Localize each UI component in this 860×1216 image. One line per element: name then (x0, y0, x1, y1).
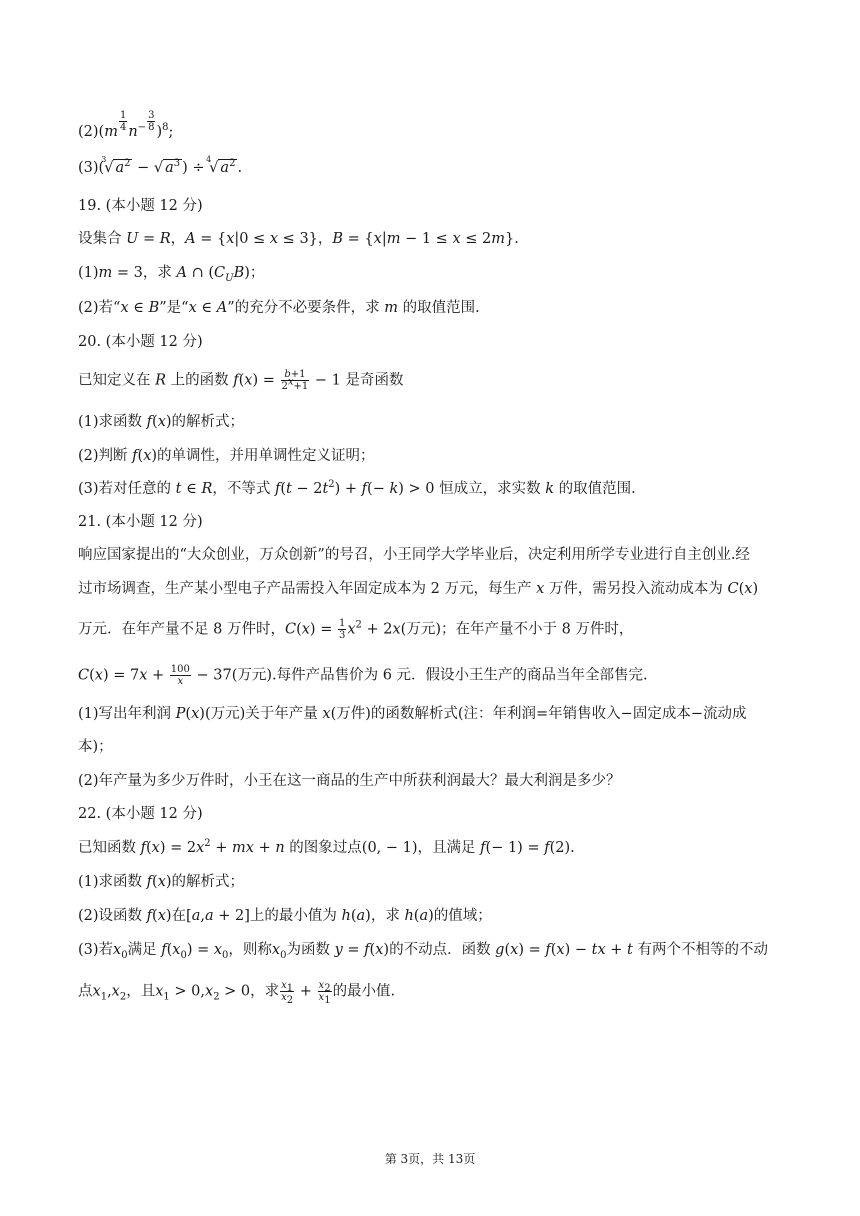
expr-2: (2)(m $^{\frac{1}{4}}$ $n^{- \frac{3}{8}}$ )$^8$; (78, 110, 174, 140)
q21-stem-3: 万元．在年产量不足 8 万件时，C(x) = $\frac{1}{3}$ $x^2 + 2x$(万元)；在年产量不小于 8 万件时， (78, 618, 634, 641)
q21-part2: (2)年产量为多少万件时，小王在这一商品的生产中所获利润最大？最大利润是多少？ (78, 773, 621, 789)
q22-part3b: 点$x_1,x_2$，且$x_1 > 0,x_2 > 0$，求 $\frac{x_1}{x_2}$ + $\frac{x_2}{x_1}$ 的最小值. (78, 980, 396, 1006)
q19-part2: (2)若“x ∈ B”是“x ∈ A”的充分不必要条件，求 m 的取值范围. (78, 300, 480, 316)
q19-part1: (1)m = 3，求 A ∩ $(C_UB)$； (78, 265, 265, 284)
q22-header: 22. (本小题 12 分) (78, 806, 203, 822)
q22-part2: (2)设函数 f(x)在[a,a + 2]上的最小值为 h(a)，求 h(a)的值域； (78, 908, 492, 924)
q20-header: 20. (本小题 12 分) (78, 334, 203, 350)
q22-part1: (1)求函数 f(x)的解析式； (78, 874, 245, 890)
page-footer: 第 3页，共 13页 (384, 1152, 476, 1166)
expr-3: (3)( 3 √ $a^2$ − √ $a^3$ ) ÷ 4 √ $a^2$ . (78, 155, 243, 176)
q21-stem-1: 响应国家提出的“大众创业，万众创新”的号召，小王同学大学毕业后，决定利用所学专业进行自主创业.经 (78, 547, 750, 563)
q19-header: 19. (本小题 12 分) (78, 198, 203, 214)
q19-stem: 设集合 U = R，A = {x|0 ≤ x ≤ 3}，B = {x|m − 1 ≤ x ≤ 2m}. (78, 231, 519, 247)
q20-part1: (1)求函数 f(x)的解析式； (78, 414, 245, 430)
q22-part3a: (3)若$x_0$满足 $f(x_0) = x_0$，则称$x_0$为函数 y = f(x)的不动点．函数 g(x) = f(x) − tx + t 有两个不相等的不动 (78, 942, 768, 961)
q21-stem-2: 过市场调查，生产某小型电子产品需投入年固定成本为 2 万元，每生产 x 万件，需另投入流动成本为 C(x) (78, 581, 759, 597)
q22-stem: 已知函数 $f(x) = 2x^2$ + mx + n 的图象过点(0, − 1)，且满足 f(− 1) = f(2). (78, 838, 575, 856)
q21-part1a: (1)写出年利润 P(x)(万元)关于年产量 x(万件)的函数解析式(注：年利润=年销售收入−固定成本−流动成 (78, 706, 747, 722)
q20-stem: 已知定义在 R 上的函数 f(x) = $\frac{b+1}{2^x+1}$ − 1 是奇函数 (78, 369, 404, 392)
q21-stem-4: C(x) = 7x + $\frac{100}{x}$ − 37(万元).每件产品售价为 6 元．假设小王生产的商品当年全部售完. (78, 664, 648, 687)
q21-header: 21. (本小题 12 分) (78, 514, 203, 530)
q20-part3: (3)若对任意的 t ∈ R，不等式 $f(t - 2t^2) + f(- k) > 0$ 恒成立，求实数 k 的取值范围. (78, 479, 636, 497)
q21-part1b: 本)； (78, 739, 113, 755)
q20-part2: (2)判断 f(x)的单调性，并用单调性定义证明； (78, 448, 375, 464)
